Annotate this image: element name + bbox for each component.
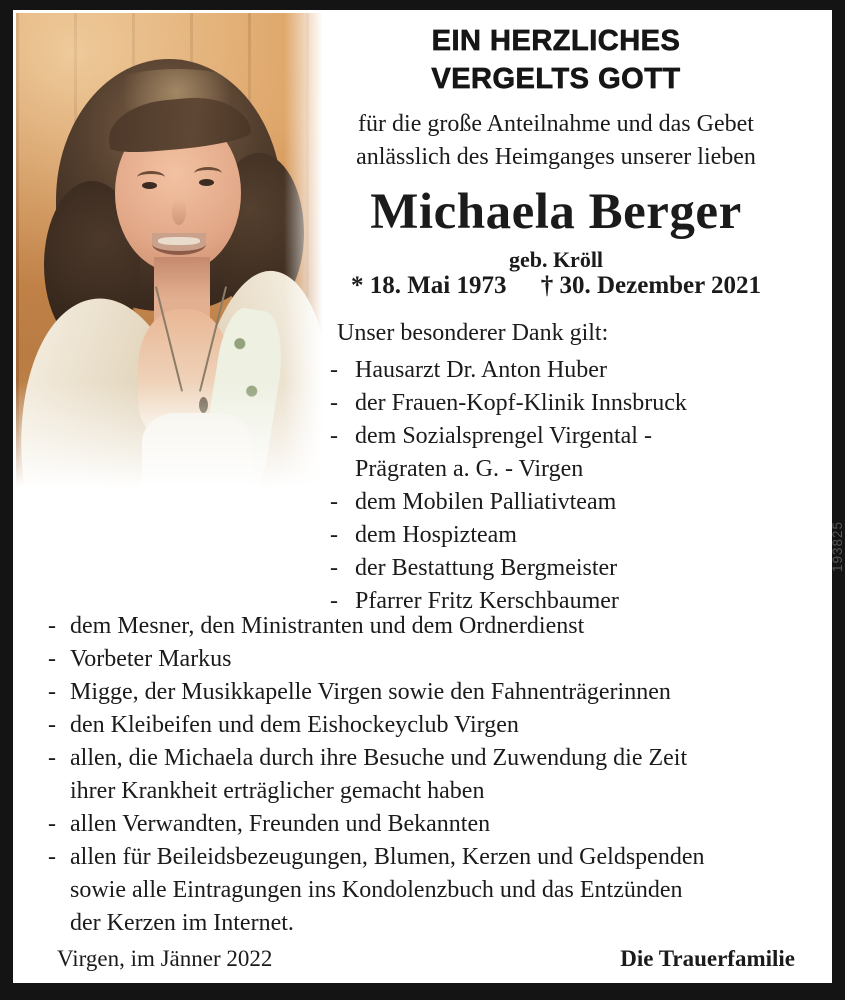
bullet-dash: - — [330, 588, 338, 614]
thanks-list-item — [330, 519, 800, 552]
thanks-list-item — [330, 552, 800, 585]
bullet-dash: - — [48, 646, 56, 672]
portrait-photo — [16, 13, 326, 511]
thanks-list-text: dem Sozialsprengel Virgental - Prägraten a. G. - Virgen — [355, 423, 652, 482]
thanks-list-text: Hausarzt Dr. Anton Huber — [355, 357, 607, 383]
thanks-list-text: dem Mobilen Palliativteam — [355, 489, 617, 515]
bullet-dash: - — [48, 844, 56, 870]
thanks-list-text: den Kleibeifen und dem Eishockeyclub Virgen — [70, 712, 519, 738]
thanks-list-item — [330, 387, 800, 420]
photo-bottom-fade — [16, 381, 326, 511]
thanks-list-item — [48, 610, 804, 643]
thanks-list-text: allen Verwandten, Freunden und Bekannten — [70, 811, 491, 837]
nose-shadow — [172, 199, 186, 225]
bullet-dash: - — [330, 357, 338, 383]
thanks-list-item — [48, 643, 804, 676]
thanks-list-item — [330, 486, 800, 519]
intro-text — [330, 108, 782, 174]
thanks-list-item — [48, 742, 804, 808]
thanks-list-text: Pfarrer Fritz Kerschbaumer — [355, 588, 619, 614]
thanks-list-item — [330, 420, 800, 486]
thanks-list-text: Vorbeter Markus — [70, 646, 232, 672]
thanks-list-text: der Frauen-Kopf-Klinik Innsbruck — [355, 390, 687, 416]
maiden-name: geb. Kröll — [508, 247, 604, 272]
thanks-list-text: dem Hospizteam — [355, 522, 517, 548]
teeth-highlight — [158, 237, 200, 245]
birth-date: * 18. Mai 1973 — [350, 272, 507, 299]
thanks-list-text: allen für Beileidsbezeugungen, Blumen, Kerzen und Geldspenden sowie alle Eintragungen ins Kondolenzbuch und das Entzünden der Kerzen im Internet. — [70, 844, 705, 936]
intro-line2: anlässlich des Heimganges unserer lieben — [356, 144, 756, 170]
thanks-list-text: Migge, der Musikkapelle Virgen sowie den Fahnenträgerinnen — [70, 679, 671, 705]
signature-family: Die Trauerfamilie — [620, 946, 795, 971]
thanks-title: Unser besonderer Dank gilt: — [337, 320, 609, 346]
deceased-name: Michaela Berger — [370, 184, 742, 240]
thanks-list-item — [330, 354, 800, 387]
obituary-page: EIN HERZLICHES VERGELTS GOTT für die große Anteilnahme und das Gebet anlässlich des Heimganges unserer lieben Michaela Berger geb. Kröll * 18. Mai 1973 † 30. Dezember 2021 Unser besonderer Dank gilt: - Hausarzt Dr. Anton Huber - der Frauen-Kopf-Klinik Innsbruck - dem Sozialsprengel Virgental - Prägraten a. G. - Virgen - dem Mobilen Palliativteam - dem Hospizteam - der Bestattung Bergmeister - Pfarrer Fritz Kerschbaumer - dem Mesner, den Ministranten und dem Ordnerdienst - Vorbeter Markus - Migge, der Musikkapelle Virgen sowie den Fahnenträgerinnen - den Kleibeifen und dem Eishockeyclub Virgen - allen, die Michaela durch ihre Besuche und Zuwendung die Zeit ihrer Krankheit erträglicher gemacht haben - allen Verwandten, Freunden und Bekannten - allen für Beileidsbezeugungen, Blumen, Kerzen und Geldspenden sowie alle Eintragungen ins Kondolenzbuch und das Entzünden der Kerzen im Internet. Virgen, im Jänner 2022 Die Trauerfamilie 193825 — [0, 0, 845, 1000]
life-dates — [330, 270, 782, 302]
thanks-list-text: der Bestattung Bergmeister — [355, 555, 618, 581]
bullet-dash: - — [48, 613, 56, 639]
thanks-list-item — [48, 709, 804, 742]
bullet-dash: - — [48, 679, 56, 705]
thanks-list-text: allen, die Michaela durch ihre Besuche und Zuwendung die Zeit ihrer Krankheit erträglicher gemacht haben — [70, 745, 688, 804]
bullet-dash: - — [330, 423, 338, 449]
thanks-list-column — [330, 354, 800, 618]
thanks-list-item — [48, 676, 804, 709]
thanks-list-full-width — [48, 610, 804, 940]
right-eyebrow — [194, 167, 222, 180]
bullet-dash: - — [330, 489, 338, 515]
place-and-date: Virgen, im Jänner 2022 — [57, 946, 273, 971]
bullet-dash: - — [330, 555, 338, 581]
thanks-list-item — [48, 808, 804, 841]
thanks-list-text: dem Mesner, den Ministranten und dem Ordnerdienst — [70, 613, 585, 639]
headline-line2: VERGELTS GOTT — [431, 63, 681, 95]
intro-line1: für die große Anteilnahme und das Gebet — [358, 111, 754, 137]
bullet-dash: - — [330, 390, 338, 416]
bullet-dash: - — [330, 522, 338, 548]
bullet-dash: - — [48, 811, 56, 837]
right-eye — [199, 179, 214, 186]
left-eye — [142, 182, 157, 189]
bullet-dash: - — [48, 745, 56, 771]
bullet-dash: - — [48, 712, 56, 738]
death-date: † 30. Dezember 2021 — [540, 272, 762, 299]
headline-line1: EIN HERZLICHES — [431, 25, 681, 57]
thanks-list-item — [48, 841, 804, 940]
headline — [330, 22, 782, 98]
